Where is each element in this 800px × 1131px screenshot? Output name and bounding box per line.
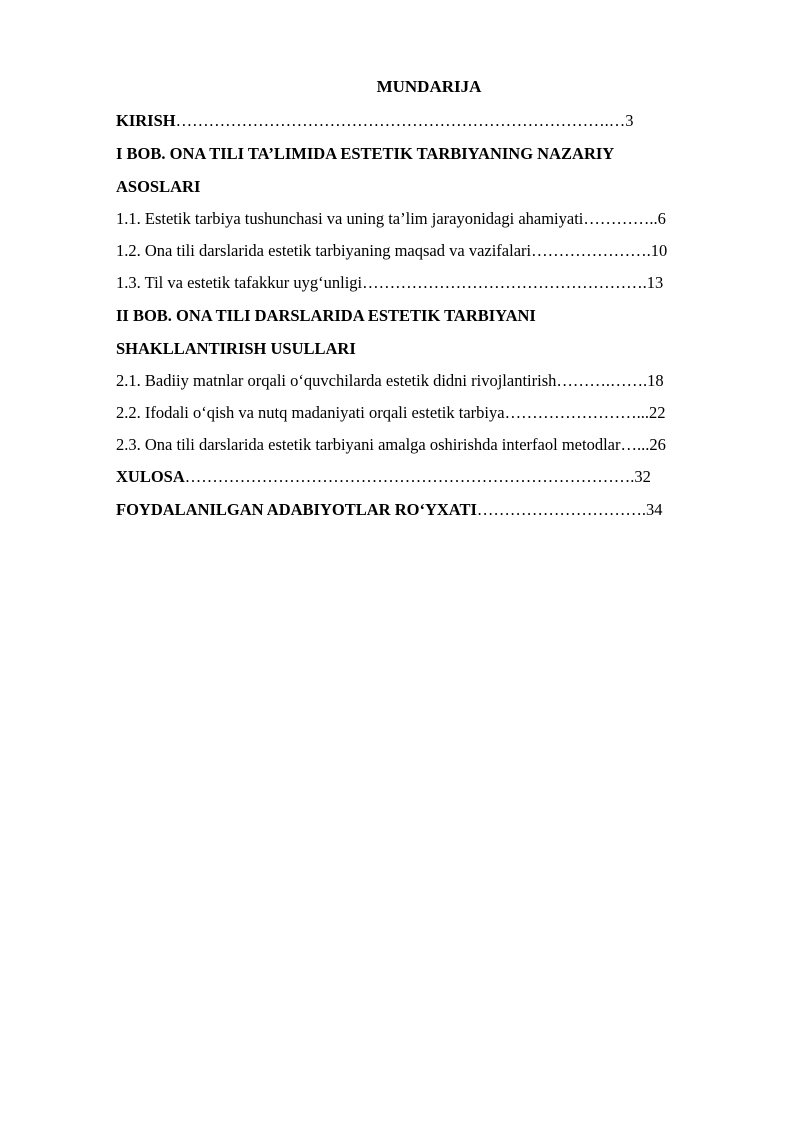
toc-entry-label: I BOB. ONA TILI TA’LIMIDA ESTETIK TARBIYANING NAZARIY	[116, 144, 615, 163]
toc-entry-leader: ………………………….34	[476, 500, 663, 519]
toc-chapter-1-heading-cont	[116, 176, 200, 198]
toc-entry-label: SHAKLLANTIRISH USULLARI	[116, 339, 356, 358]
toc-entry-label: KIRISH	[116, 111, 176, 130]
toc-entry-leader: …………………………………………….13	[362, 273, 664, 292]
toc-chapter-1-heading	[116, 143, 614, 165]
toc-entry-label: FOYDALANILGAN ADABIYOTLAR RO‘YXATI	[116, 500, 477, 519]
toc-entry-leader: …………………………………………………………………….…3	[175, 111, 634, 130]
toc-entry-leader: ……………………...22	[504, 403, 666, 422]
toc-entry-xulosa	[116, 466, 651, 488]
toc-entry-bibliography	[116, 499, 663, 521]
toc-chapter-2-heading-cont	[116, 338, 356, 360]
toc-entry-leader: ………………….10	[531, 241, 668, 260]
toc-entry-1-1	[116, 208, 666, 230]
toc-entry-label: 1.1. Estetik tarbiya tushunchasi va uning ta’lim jarayonidagi ahamiyati	[116, 209, 584, 228]
toc-title: MUNDARIJA	[376, 77, 482, 96]
toc-entry-label: 1.2. Ona tili darslarida estetik tarbiyaning maqsad va vazifalari	[116, 241, 532, 260]
toc-entry-label: 2.2. Ifodali o‘qish va nutq madaniyati orqali estetik tarbiya	[116, 403, 505, 422]
toc-entry-leader: ……………………………………………………………………….32	[184, 467, 651, 486]
toc-entry-leader: …...26	[620, 435, 666, 454]
toc-entry-2-2	[116, 402, 665, 424]
toc-entry-leader: …………..6	[583, 209, 666, 228]
toc-entry-label: 1.3. Til va estetik tafakkur uyg‘unligi	[116, 273, 363, 292]
toc-entry-label: ASOSLARI	[116, 177, 201, 196]
toc-chapter-2-heading	[116, 305, 536, 327]
toc-entry-leader: ……….…….18	[556, 371, 664, 390]
toc-entry-1-2	[116, 240, 667, 262]
toc-entry-2-3	[116, 434, 666, 456]
toc-entry-1-3	[116, 272, 663, 294]
toc-entry-label: XULOSA	[116, 467, 185, 486]
toc-entry-kirish	[116, 110, 633, 132]
toc-entry-2-1	[116, 370, 664, 392]
toc-entry-label: 2.3. Ona tili darslarida estetik tarbiyani amalga oshirishda interfaol metodlar	[116, 435, 621, 454]
toc-entry-label: II BOB. ONA TILI DARSLARIDA ESTETIK TARBIYANI	[116, 306, 536, 325]
toc-entry-label: 2.1. Badiiy matnlar orqali o‘quvchilarda estetik didni rivojlantirish	[116, 371, 557, 390]
